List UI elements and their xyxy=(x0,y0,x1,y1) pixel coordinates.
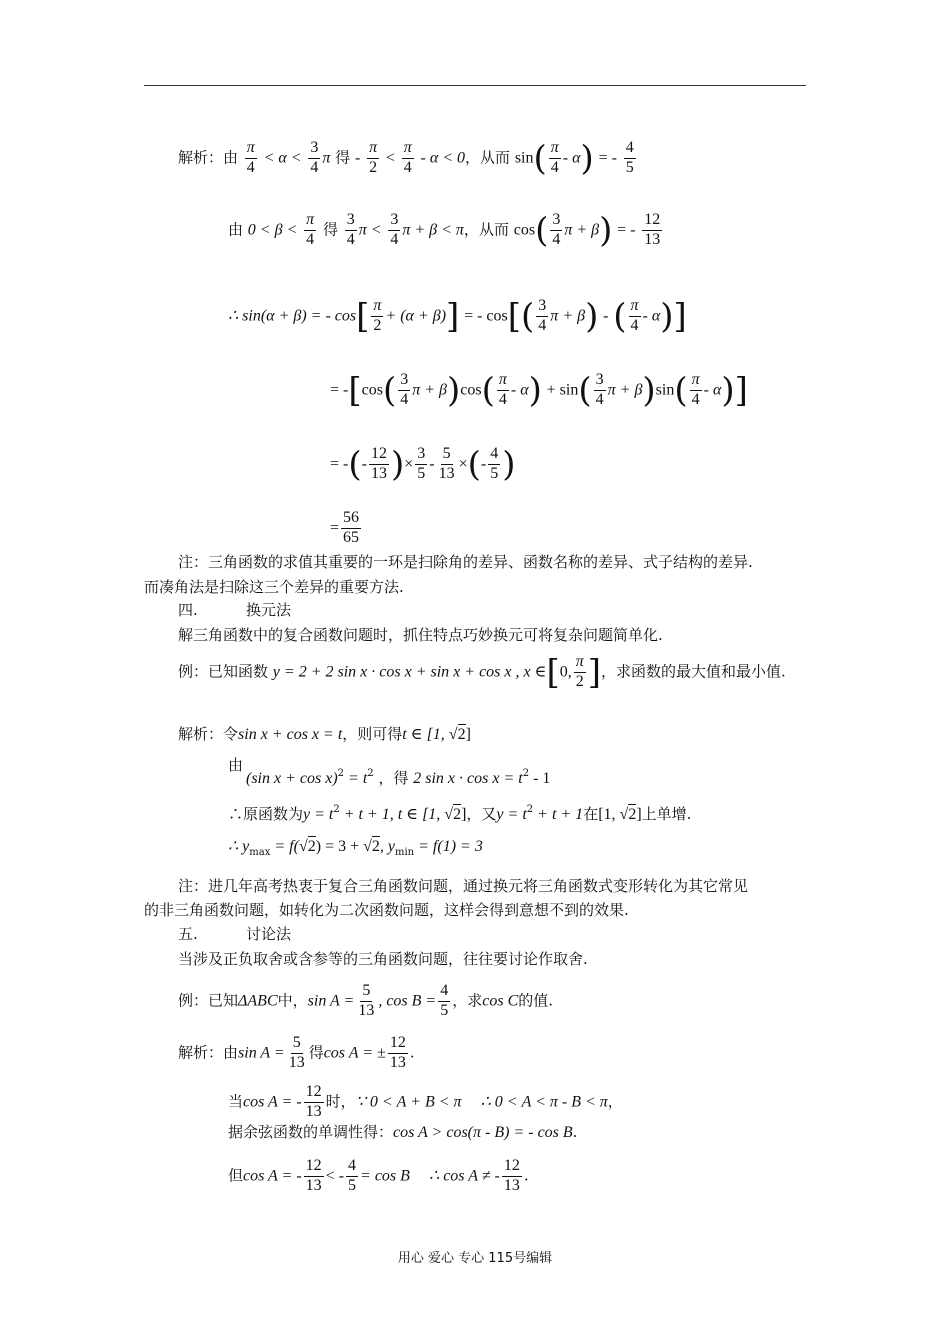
paren: ) xyxy=(390,444,405,485)
section-5-title: 讨论法 xyxy=(246,925,292,943)
paren: ) xyxy=(585,296,599,337)
solution-4-line-2 xyxy=(228,755,243,775)
math: min xyxy=(395,847,415,858)
text: ， xyxy=(607,1092,623,1111)
fraction: $\frac{4}{5}$ xyxy=(490,445,499,482)
bracket: [ xyxy=(546,652,560,693)
math: cos A = ± xyxy=(323,1044,386,1062)
math: × xyxy=(458,455,468,473)
text: 当 xyxy=(228,1092,244,1111)
note-1-line-2: 而凑角法是扫除这三个差异的重要方法. xyxy=(144,578,404,596)
math: - xyxy=(480,455,487,473)
paren: ) xyxy=(580,138,594,179)
fraction: $\frac{3}{4}$ xyxy=(538,297,547,334)
paren: ( xyxy=(481,370,495,411)
math: , y xyxy=(379,838,395,855)
note-2-line-1: 注：进几年高考热衷于复合三角函数问题，通过换元将三角函数式变形转化为其它常见 xyxy=(178,877,749,895)
paren: ) xyxy=(660,296,674,337)
math: - α xyxy=(703,381,722,399)
header-rule xyxy=(144,85,806,86)
paren: ( xyxy=(535,210,549,251)
text: 得 xyxy=(335,148,351,167)
fraction: $\frac{\pi}{4}$ xyxy=(306,211,315,248)
solution-line-2 xyxy=(228,212,664,249)
bracket: [ xyxy=(348,370,362,411)
math: sin x + cos x = t xyxy=(238,726,343,743)
fraction: $\frac{3}{4}$ xyxy=(390,211,399,248)
math: ∴ cos A ≠ - xyxy=(429,1167,500,1185)
math: cos C xyxy=(482,992,519,1010)
fraction: $\frac{3}{4}$ xyxy=(552,211,561,248)
math: sin A = xyxy=(238,1044,285,1062)
math: , cos B = xyxy=(378,992,437,1010)
text: 得 xyxy=(308,1043,324,1062)
text: . xyxy=(572,1123,578,1141)
math: = - xyxy=(617,221,636,239)
bracket: ] xyxy=(587,652,601,693)
math: = - xyxy=(330,381,349,399)
paren: ) xyxy=(642,370,656,411)
math: - α < 0 xyxy=(420,149,466,167)
solution-line-5 xyxy=(330,446,515,483)
paren: ( xyxy=(674,370,688,411)
math: = - cos xyxy=(464,307,508,325)
text: 在 xyxy=(583,805,599,823)
fraction: $\frac{3}{4}$ xyxy=(310,139,319,176)
math: 2 sin x · cos x = t xyxy=(413,770,523,787)
math: π xyxy=(322,149,331,167)
paren: ( xyxy=(521,296,535,337)
section-5-number: 五. xyxy=(178,925,198,943)
text: 例：已知函数 xyxy=(178,662,269,681)
math: = xyxy=(330,519,340,537)
bracket: ] xyxy=(446,296,460,337)
math: π + β xyxy=(607,381,643,399)
section-5-intro: 当涉及正负取舍或含参等的三角函数问题，往往要讨论作取舍. xyxy=(178,950,588,968)
math: cos A > cos(π - B) = - cos B xyxy=(393,1124,573,1141)
math: π + β xyxy=(550,307,586,325)
bracket: ] xyxy=(673,296,687,337)
math: = - xyxy=(598,149,617,167)
fraction: $\frac{3}{4}$ xyxy=(400,371,409,408)
fraction: $\frac{\pi}{4}$ xyxy=(550,139,559,176)
text: 的值. xyxy=(518,991,554,1010)
text: 上单增. xyxy=(641,805,692,823)
text: 解析：由 xyxy=(178,1043,239,1062)
math: + sin xyxy=(546,381,579,399)
text: 但 xyxy=(228,1166,244,1185)
solution-line-6 xyxy=(330,510,363,547)
math: cos A = - xyxy=(243,1167,302,1185)
solution-label: 解析：由 xyxy=(178,148,239,167)
text: ，求函数的最大值和最小值. xyxy=(600,662,786,681)
note-1-line-1: 注：三角函数的求值其重要的一环是扫除角的差异、函数名称的差异、式子结构的差异. xyxy=(178,553,753,571)
section-4-intro: 解三角函数中的复合函数问题时，抓住特点巧妙换元可将复杂问题简单化. xyxy=(178,626,663,644)
math: y = t xyxy=(303,806,334,823)
fraction: $\frac{12}{13}$ xyxy=(389,1034,406,1071)
text: 据余弦函数的单调性得： xyxy=(228,1123,394,1141)
text: 解析：令 xyxy=(178,725,239,743)
math: × xyxy=(404,455,414,473)
math: √2] xyxy=(448,726,471,743)
math: 0, xyxy=(559,663,572,681)
math: √2] xyxy=(444,806,467,823)
fraction: $\frac{\pi}{4}$ xyxy=(691,371,700,408)
fraction: $\frac{\pi}{4}$ xyxy=(630,297,639,334)
fraction: $\frac{12}{13}$ xyxy=(503,1157,520,1194)
paren: ) xyxy=(528,370,542,411)
text: ，求 xyxy=(452,991,483,1010)
fraction: $\frac{3}{4}$ xyxy=(595,371,604,408)
text: ， xyxy=(465,148,481,167)
math: π + β < π xyxy=(402,221,464,239)
fraction: $\frac{4}{5}$ xyxy=(625,139,634,176)
page-footer: 用心 爱心 专心 115号编辑 xyxy=(397,1251,553,1266)
math: cos A = - xyxy=(243,1093,302,1111)
math: = f( xyxy=(270,838,299,855)
text: ∴原函数为 xyxy=(228,805,304,823)
math: (sin x + cos x) xyxy=(246,770,338,787)
math: = f(1) = 3 xyxy=(414,838,483,855)
paren: ( xyxy=(613,296,627,337)
math: - xyxy=(354,149,361,167)
paren: ( xyxy=(578,370,592,411)
math: < xyxy=(385,149,395,167)
text: 中， xyxy=(277,991,308,1010)
example-5 xyxy=(178,983,553,1020)
paren: ) xyxy=(599,210,613,251)
text: 时， xyxy=(325,1092,356,1111)
math: y = t xyxy=(496,806,527,823)
fraction: $\frac{3}{4}$ xyxy=(346,211,355,248)
math: sin xyxy=(655,381,675,399)
math: 2 xyxy=(367,768,374,779)
math: 0 < β < xyxy=(247,221,298,239)
math: - xyxy=(603,307,609,325)
fraction: $\frac{3}{5}$ xyxy=(417,445,426,482)
math: ∴ y xyxy=(228,838,250,855)
solution-4-line-4 xyxy=(228,836,483,863)
bracket: [ xyxy=(356,296,370,337)
text: 从而 xyxy=(478,220,509,239)
fraction: $\frac{4}{5}$ xyxy=(440,982,449,1019)
math: [1, √2] xyxy=(598,806,642,823)
solution-line-1 xyxy=(178,140,638,177)
fraction: $\frac{\pi}{4}$ xyxy=(403,139,412,176)
text: ，又 xyxy=(466,805,497,823)
solution-5-line-1 xyxy=(178,1035,415,1072)
text: 由 xyxy=(228,220,244,239)
paren: ( xyxy=(533,138,547,179)
math: √2 xyxy=(363,838,380,855)
text: ，得 xyxy=(378,769,409,787)
math: - xyxy=(361,455,367,473)
fraction: $\frac{12}{13}$ xyxy=(644,211,661,248)
math: π < xyxy=(358,221,382,239)
math: ∴ sin(α + β) = - cos xyxy=(228,307,357,325)
math: √2 xyxy=(298,838,316,855)
text: ， xyxy=(463,220,479,239)
math: ∵ 0 < A + B < π xyxy=(355,1093,462,1111)
example-4 xyxy=(178,654,786,691)
solution-5-line-2 xyxy=(228,1084,623,1121)
math: t ∈ [1, xyxy=(402,726,449,743)
math: ∴ 0 < A < π - B < π xyxy=(480,1093,608,1111)
math: ΔABC xyxy=(238,992,278,1010)
math: 2 xyxy=(333,804,340,815)
fraction: $\frac{12}{13}$ xyxy=(370,445,387,482)
text: . xyxy=(523,1166,529,1185)
math: max xyxy=(249,847,271,858)
math: y = 2 + 2 sin x · cos x + sin x + cos x , x ∈ xyxy=(272,663,547,681)
math: 2 xyxy=(522,768,530,779)
text: 由 xyxy=(228,756,244,774)
bracket: [ xyxy=(507,296,522,337)
fraction: $\frac{5}{13}$ xyxy=(358,982,375,1019)
math: = - xyxy=(330,455,349,473)
math: - α xyxy=(642,307,661,325)
bracket: ] xyxy=(734,370,748,411)
text: . xyxy=(409,1043,415,1062)
note-2-line-2: 的非三角函数问题，如转化为二次函数问题，这样会得到意想不到的效果. xyxy=(144,901,629,919)
section-4-number: 四. xyxy=(178,601,198,619)
fraction: $\frac{\pi}{2}$ xyxy=(369,139,378,176)
fraction: $\frac{12}{13}$ xyxy=(305,1083,322,1120)
math: ) = 3 + xyxy=(315,838,364,855)
solution-4-line-3 xyxy=(228,800,691,825)
paren: ) xyxy=(502,444,516,485)
solution-4-line-1 xyxy=(178,724,471,745)
math: cos xyxy=(513,221,536,239)
fraction: $\frac{5}{13}$ xyxy=(438,445,455,482)
fraction: $\frac{\pi}{2}$ xyxy=(575,653,584,690)
math: - α xyxy=(562,149,581,167)
solution-4-line-2-math xyxy=(246,764,550,789)
fraction: $\frac{\pi}{4}$ xyxy=(498,371,507,408)
math: 2 xyxy=(526,804,534,815)
math: cos xyxy=(361,381,383,399)
math: + t + 1, t ∈ [1, xyxy=(339,806,445,823)
paren: ) xyxy=(447,370,461,411)
solution-5-line-3 xyxy=(228,1122,577,1143)
math: sin A = xyxy=(307,992,355,1010)
fraction: $\frac{12}{13}$ xyxy=(305,1157,322,1194)
text: 从而 xyxy=(480,148,511,167)
math: < α < xyxy=(263,149,302,167)
paren: ( xyxy=(348,444,362,485)
math: - xyxy=(429,455,435,473)
math: π + β xyxy=(412,381,447,399)
paren: ( xyxy=(382,370,397,411)
math: - α xyxy=(510,381,529,399)
math: - 1 xyxy=(529,770,551,787)
math: π + β xyxy=(564,221,600,239)
fraction: $\frac{5}{13}$ xyxy=(288,1034,305,1071)
text: 得 xyxy=(322,220,338,239)
solution-line-4 xyxy=(330,372,748,409)
math: < - xyxy=(325,1167,345,1185)
math: + t + 1 xyxy=(533,806,584,823)
math: 2 xyxy=(337,768,345,779)
fraction: $\frac{56}{65}$ xyxy=(343,509,360,546)
fraction: $\frac{4}{5}$ xyxy=(348,1157,357,1194)
math: cos xyxy=(460,381,482,399)
paren: ) xyxy=(721,370,735,411)
math: = t xyxy=(344,770,368,787)
math: sin xyxy=(514,149,534,167)
math: = cos B xyxy=(360,1167,410,1185)
solution-5-line-4 xyxy=(228,1158,529,1195)
fraction: $\frac{\pi}{4}$ xyxy=(246,139,255,176)
paren: ( xyxy=(467,444,481,485)
text: ，则可得 xyxy=(342,725,403,743)
solution-line-3 xyxy=(228,298,687,335)
fraction: $\frac{\pi}{2}$ xyxy=(373,297,382,334)
math: + (α + β) xyxy=(385,307,447,325)
section-4-title: 换元法 xyxy=(246,601,292,619)
text: 例：已知 xyxy=(178,991,239,1010)
